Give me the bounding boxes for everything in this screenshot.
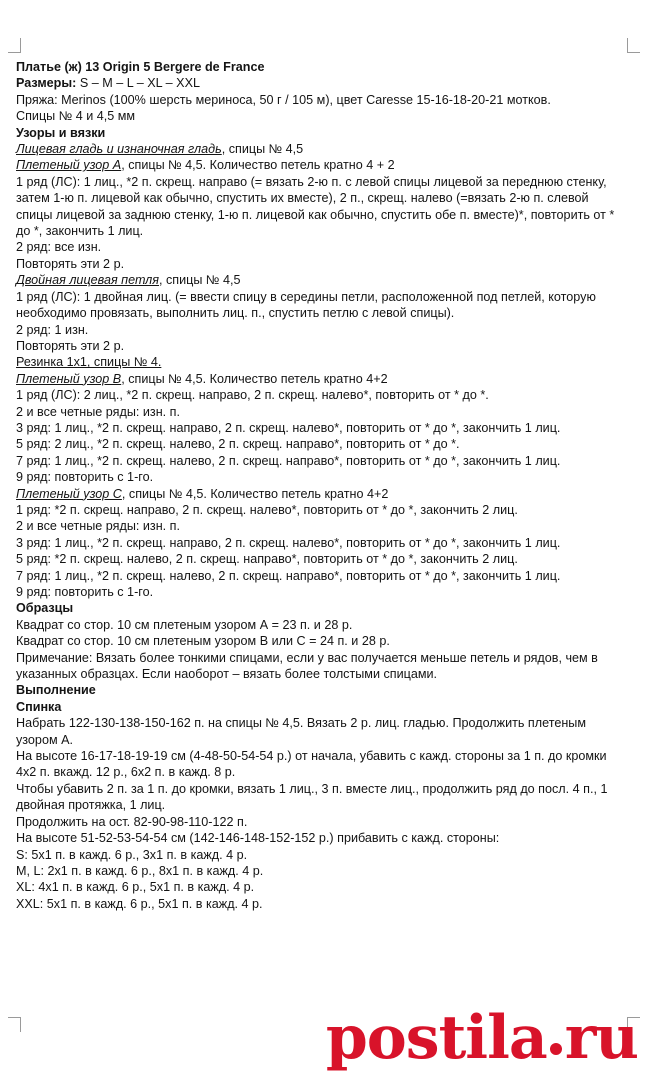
double-stitch-row1: 1 ряд (ЛС): 1 двойная лиц. (= ввести спицу в середины петли, расположенной под петлей, которую необходимо провязать, выполнить лиц. п., спустить петлю с левой спицы). bbox=[16, 289, 596, 321]
samples-heading: Образцы bbox=[16, 601, 74, 616]
crop-mark-bottom-left bbox=[8, 1017, 21, 1032]
patterns-heading: Узоры и вязки bbox=[16, 125, 106, 140]
execution-heading: Выполнение bbox=[16, 683, 96, 698]
double-stitch-header: Двойная лицевая петля, спицы № 4,5 bbox=[16, 273, 241, 288]
pattern-c-row3: 3 ряд: 1 лиц., *2 п. скрещ. направо, 2 п. скрещ. налево*, повторить от * до *, закончить 1 лиц. bbox=[16, 535, 561, 550]
pattern-b-row1: 1 ряд (ЛС): 2 лиц., *2 п. скрещ. направо, 2 п. скрещ. налево*, повторить от * до *. bbox=[16, 388, 489, 403]
crop-mark-top-left bbox=[8, 38, 21, 53]
pattern-b-row7: 7 ряд: 1 лиц., *2 п. скрещ. налево, 2 п. скрещ. направо*, повторить от * до *, закончить 1 лиц. bbox=[16, 453, 561, 468]
sample-bc: Квадрат со стор. 10 см плетеным узором В или С = 24 п. и 28 р. bbox=[16, 634, 390, 649]
pattern-a-repeat: Повторять эти 2 р. bbox=[16, 256, 125, 271]
back-heading: Спинка bbox=[16, 699, 62, 714]
size-xl-line: XL: 4х1 п. в кажд. 6 р., 5х1 п. в кажд. 4 р. bbox=[16, 880, 255, 895]
document-title: Платье (ж) 13 Origin 5 Bergere de France bbox=[16, 60, 265, 74]
pattern-b-header: Плетеный узор В, спицы № 4,5. Количество петель кратно 4+2 bbox=[16, 371, 388, 386]
sample-a: Квадрат со стор. 10 см плетеным узором А = 23 п. и 28 р. bbox=[16, 617, 353, 632]
pattern-c-row1: 1 ряд: *2 п. скрещ. направо, 2 п. скрещ. налево*, повторить от * до *, закончить 2 лиц. bbox=[16, 502, 518, 517]
size-s-line: S: 5х1 п. в кажд. 6 р., 3х1 п. в кажд. 4 р. bbox=[16, 847, 248, 862]
pattern-text bbox=[16, 59, 626, 912]
yarn-line: Пряжа: Merinos (100% шерсть мериноса, 50 г / 105 м), цвет Caresse 15-16-18-20-21 мотков. bbox=[16, 92, 551, 107]
sample-note: Примечание: Вязать более тонкими спицами, если у вас получается меньше петель и рядов, чем в указанных образцах. Если наоборот – вязать более толстыми спицами. bbox=[16, 650, 598, 682]
pattern-a-row2: 2 ряд: все изн. bbox=[16, 240, 102, 255]
execution-p4: Продолжить на ост. 82-90-98-110-122 п. bbox=[16, 814, 248, 829]
sizes-line: Размеры: S – M – L – XL – XXL bbox=[16, 76, 200, 91]
pattern-c-row7: 7 ряд: 1 лиц., *2 п. скрещ. налево, 2 п. скрещ. направо*, повторить от * до *, закончить 1 лиц. bbox=[16, 568, 561, 583]
pattern-b-row5: 5 ряд: 2 лиц., *2 п. скрещ. налево, 2 п. скрещ. направо*, повторить от * до *. bbox=[16, 437, 460, 452]
double-stitch-repeat: Повторять эти 2 р. bbox=[16, 338, 125, 353]
watermark-dot-icon bbox=[550, 1043, 562, 1055]
watermark-logo: postila ru bbox=[325, 1003, 638, 1073]
pattern-a-header: Плетеный узор А, спицы № 4,5. Количество петель кратно 4 + 2 bbox=[16, 158, 395, 173]
pattern-c-row5: 5 ряд: *2 п. скрещ. налево, 2 п. скрещ. направо*, повторить от * до *, закончить 2 лиц. bbox=[16, 552, 518, 567]
pattern-b-row3: 3 ряд: 1 лиц., *2 п. скрещ. направо, 2 п. скрещ. налево*, повторить от * до *, закончить 1 лиц. bbox=[16, 420, 561, 435]
double-stitch-row2: 2 ряд: 1 изн. bbox=[16, 322, 89, 337]
rib-line: Резинка 1х1, спицы № 4. bbox=[16, 355, 162, 370]
size-xxl-line: XXL: 5х1 п. в кажд. 6 р., 5х1 п. в кажд. 4 р. bbox=[16, 896, 263, 911]
execution-p2: На высоте 16-17-18-19-19 см (4-48-50-54-54 р.) от начала, убавить с кажд. стороны за 1 п. до кромки 4х2 п. вкажд. 12 р., 6х2 п. в кажд. 8 р. bbox=[16, 749, 607, 780]
crop-mark-top-right bbox=[627, 38, 640, 53]
execution-p3: Чтобы убавить 2 п. за 1 п. до кромки, вязать 1 лиц., 3 п. вместе лиц., продолжить ряд до посл. 4 п., 1 двойная протяжка, 1 лиц. bbox=[16, 781, 608, 813]
stockinette-line: Лицевая гладь и изнаночная гладь, спицы № 4,5 bbox=[16, 142, 304, 157]
pattern-c-header: Плетеный узор С, спицы № 4,5. Количество петель кратно 4+2 bbox=[16, 486, 389, 501]
pattern-c-row9: 9 ряд: повторить с 1-го. bbox=[16, 585, 154, 599]
pattern-c-row2: 2 и все четные ряды: изн. п. bbox=[16, 519, 180, 534]
pattern-a-row1: 1 ряд (ЛС): 1 лиц., *2 п. скрещ. направо (= вязать 2-ю п. с левой спицы лицевой за переднюю стенку, затем 1-ю п. лицевой как обычно, спустить их вместе), 2 п., скрещ. налево (=вязать 2-ю п. слевой спицы лицевой за заднюю стенку, 1-ю п. лицевой как обычно, спустить обе п. вместе)*, повторить от * до *, закончить 1 лиц. bbox=[16, 174, 615, 239]
needles-line: Спицы № 4 и 4,5 мм bbox=[16, 109, 136, 124]
size-ml-line: M, L: 2х1 п. в кажд. 6 р., 8х1 п. в кажд. 4 р. bbox=[16, 863, 264, 878]
pattern-b-row9: 9 ряд: повторить с 1-го. bbox=[16, 470, 154, 485]
pattern-b-row2: 2 и все четные ряды: изн. п. bbox=[16, 404, 180, 419]
execution-p5: На высоте 51-52-53-54-54 см (142-146-148-152-152 р.) прибавить с кажд. стороны: bbox=[16, 831, 500, 846]
execution-p1: Набрать 122-130-138-150-162 п. на спицы № 4,5. Вязать 2 р. лиц. гладью. Продолжить плетеным узором А. bbox=[16, 716, 586, 747]
